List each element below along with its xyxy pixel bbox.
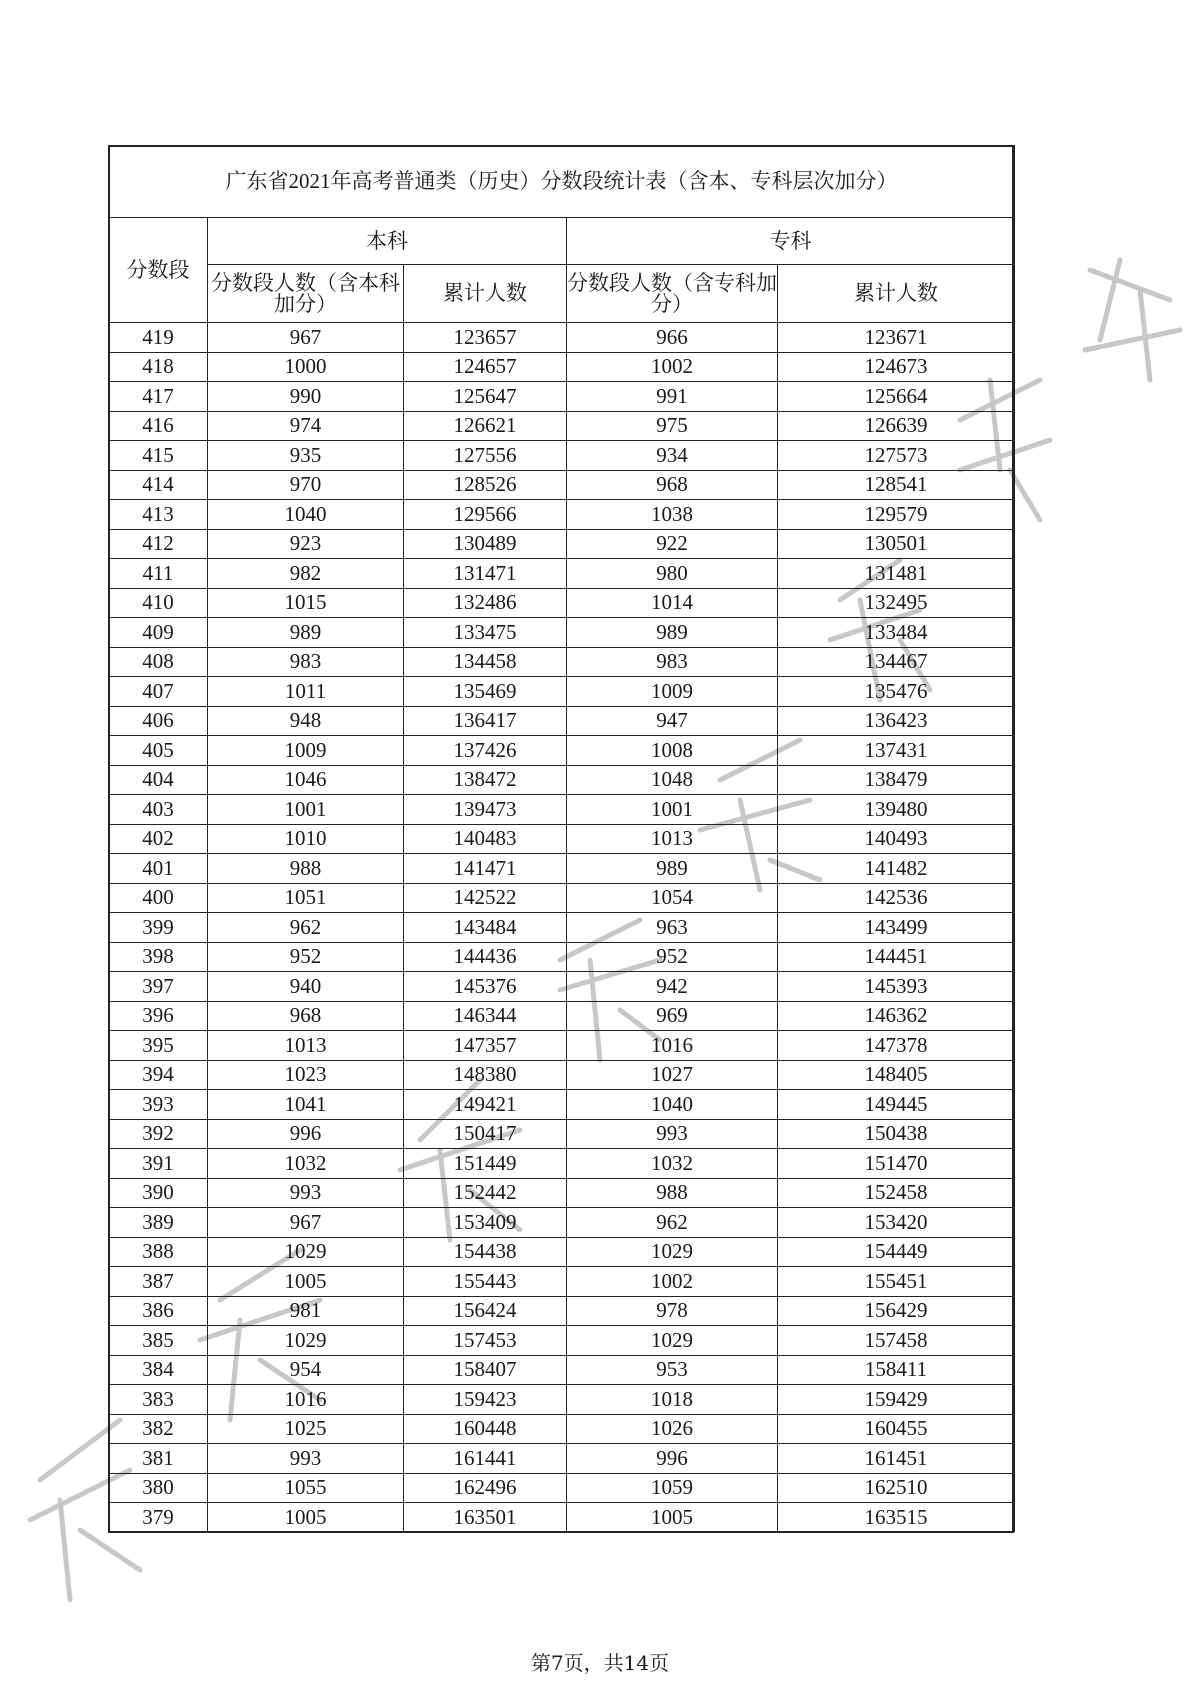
table-row [109, 1267, 1015, 1297]
table-row [109, 1090, 1015, 1120]
college-cumulative-cell: 163515 [778, 1503, 1015, 1532]
undergrad-cumulative-cell: 156424 [404, 1296, 567, 1326]
table-row [109, 1119, 1015, 1149]
undergrad-cumulative-cell: 129566 [404, 500, 567, 530]
college-count-cell: 963 [567, 913, 778, 943]
score-cell: 387 [109, 1267, 208, 1297]
table-row [109, 1031, 1015, 1061]
undergrad-cumulative-cell: 157453 [404, 1326, 567, 1356]
undergrad-cumulative-cell: 143484 [404, 913, 567, 943]
college-count-cell: 975 [567, 411, 778, 441]
college-count-cell: 1029 [567, 1237, 778, 1267]
undergrad-count-cell: 1000 [208, 352, 404, 382]
table-row [109, 352, 1015, 382]
table-row [109, 1503, 1015, 1532]
undergrad-count-cell: 1040 [208, 500, 404, 530]
college-cumulative-cell: 148405 [778, 1060, 1015, 1090]
table-row [109, 323, 1015, 353]
college-cumulative-cell: 124673 [778, 352, 1015, 382]
header-college-cumulative: 累计人数 [778, 265, 1015, 323]
score-cell: 413 [109, 500, 208, 530]
college-count-cell: 922 [567, 529, 778, 559]
undergrad-count-cell: 1005 [208, 1267, 404, 1297]
college-cumulative-cell: 137431 [778, 736, 1015, 766]
score-cell: 411 [109, 559, 208, 589]
score-cell: 400 [109, 883, 208, 913]
undergrad-count-cell: 967 [208, 1208, 404, 1238]
undergrad-cumulative-cell: 140483 [404, 824, 567, 854]
undergrad-cumulative-cell: 123657 [404, 323, 567, 353]
undergrad-cumulative-cell: 146344 [404, 1001, 567, 1031]
undergrad-cumulative-cell: 133475 [404, 618, 567, 648]
score-cell: 385 [109, 1326, 208, 1356]
college-count-cell: 978 [567, 1296, 778, 1326]
score-cell: 391 [109, 1149, 208, 1179]
score-cell: 393 [109, 1090, 208, 1120]
college-count-cell: 1001 [567, 795, 778, 825]
score-cell: 384 [109, 1355, 208, 1385]
score-cell: 395 [109, 1031, 208, 1061]
score-cell: 403 [109, 795, 208, 825]
college-count-cell: 1026 [567, 1414, 778, 1444]
college-count-cell: 966 [567, 323, 778, 353]
college-cumulative-cell: 131481 [778, 559, 1015, 589]
undergrad-count-cell: 1013 [208, 1031, 404, 1061]
college-cumulative-cell: 133484 [778, 618, 1015, 648]
score-cell: 412 [109, 529, 208, 559]
table-row [109, 942, 1015, 972]
score-cell: 402 [109, 824, 208, 854]
score-cell: 417 [109, 382, 208, 412]
table-row [109, 913, 1015, 943]
table-row [109, 1355, 1015, 1385]
undergrad-cumulative-cell: 131471 [404, 559, 567, 589]
undergrad-cumulative-cell: 132486 [404, 588, 567, 618]
college-cumulative-cell: 146362 [778, 1001, 1015, 1031]
undergrad-count-cell: 1016 [208, 1385, 404, 1415]
undergrad-cumulative-cell: 138472 [404, 765, 567, 795]
undergrad-count-cell: 962 [208, 913, 404, 943]
undergrad-cumulative-cell: 162496 [404, 1473, 567, 1503]
college-cumulative-cell: 138479 [778, 765, 1015, 795]
score-cell: 414 [109, 470, 208, 500]
table-title: 广东省2021年高考普通类（历史）分数段统计表（含本、专科层次加分） [109, 146, 1015, 218]
college-cumulative-cell: 156429 [778, 1296, 1015, 1326]
college-cumulative-cell: 160455 [778, 1414, 1015, 1444]
undergrad-cumulative-cell: 128526 [404, 470, 567, 500]
college-count-cell: 989 [567, 854, 778, 884]
college-count-cell: 991 [567, 382, 778, 412]
undergrad-cumulative-cell: 130489 [404, 529, 567, 559]
table-row [109, 500, 1015, 530]
college-cumulative-cell: 162510 [778, 1473, 1015, 1503]
undergrad-cumulative-cell: 153409 [404, 1208, 567, 1238]
score-cell: 405 [109, 736, 208, 766]
undergrad-count-cell: 1011 [208, 677, 404, 707]
college-cumulative-cell: 132495 [778, 588, 1015, 618]
undergrad-cumulative-cell: 127556 [404, 441, 567, 471]
college-cumulative-cell: 144451 [778, 942, 1015, 972]
table-row [109, 1178, 1015, 1208]
college-count-cell: 952 [567, 942, 778, 972]
score-cell: 401 [109, 854, 208, 884]
undergrad-count-cell: 954 [208, 1355, 404, 1385]
undergrad-count-cell: 989 [208, 618, 404, 648]
college-cumulative-cell: 139480 [778, 795, 1015, 825]
score-cell: 397 [109, 972, 208, 1002]
score-cell: 416 [109, 411, 208, 441]
undergrad-cumulative-cell: 149421 [404, 1090, 567, 1120]
score-cell: 419 [109, 323, 208, 353]
college-count-cell: 983 [567, 647, 778, 677]
undergrad-count-cell: 1051 [208, 883, 404, 913]
undergrad-count-cell: 993 [208, 1444, 404, 1474]
undergrad-cumulative-cell: 139473 [404, 795, 567, 825]
college-count-cell: 1027 [567, 1060, 778, 1090]
score-cell: 379 [109, 1503, 208, 1532]
table-row [109, 618, 1015, 648]
college-count-cell: 1048 [567, 765, 778, 795]
college-cumulative-cell: 141482 [778, 854, 1015, 884]
college-cumulative-cell: 134467 [778, 647, 1015, 677]
score-cell: 407 [109, 677, 208, 707]
college-count-cell: 968 [567, 470, 778, 500]
college-count-cell: 1002 [567, 352, 778, 382]
table-row [109, 1208, 1015, 1238]
college-cumulative-cell: 129579 [778, 500, 1015, 530]
page-footer: 第7页，共14页 [530, 1651, 670, 1675]
undergrad-cumulative-cell: 163501 [404, 1503, 567, 1532]
college-count-cell: 988 [567, 1178, 778, 1208]
college-cumulative-cell: 128541 [778, 470, 1015, 500]
table-row [109, 1444, 1015, 1474]
table-row [109, 382, 1015, 412]
score-cell: 392 [109, 1119, 208, 1149]
score-cell: 386 [109, 1296, 208, 1326]
college-count-cell: 953 [567, 1355, 778, 1385]
undergrad-count-cell: 1001 [208, 795, 404, 825]
undergrad-count-cell: 993 [208, 1178, 404, 1208]
table-row [109, 706, 1015, 736]
table-row [109, 795, 1015, 825]
undergrad-count-cell: 940 [208, 972, 404, 1002]
score-cell: 398 [109, 942, 208, 972]
undergrad-count-cell: 990 [208, 382, 404, 412]
college-cumulative-cell: 161451 [778, 1444, 1015, 1474]
undergrad-cumulative-cell: 147357 [404, 1031, 567, 1061]
table-row [109, 972, 1015, 1002]
undergrad-count-cell: 1029 [208, 1237, 404, 1267]
college-count-cell: 947 [567, 706, 778, 736]
college-cumulative-cell: 136423 [778, 706, 1015, 736]
undergrad-count-cell: 1029 [208, 1326, 404, 1356]
undergrad-count-cell: 967 [208, 323, 404, 353]
college-count-cell: 1008 [567, 736, 778, 766]
score-cell: 383 [109, 1385, 208, 1415]
undergrad-cumulative-cell: 134458 [404, 647, 567, 677]
college-count-cell: 1038 [567, 500, 778, 530]
undergrad-count-cell: 1005 [208, 1503, 404, 1532]
college-count-cell: 969 [567, 1001, 778, 1031]
college-count-cell: 1005 [567, 1503, 778, 1532]
table-row [109, 854, 1015, 884]
college-count-cell: 1013 [567, 824, 778, 854]
college-cumulative-cell: 142536 [778, 883, 1015, 913]
college-cumulative-cell: 159429 [778, 1385, 1015, 1415]
undergrad-cumulative-cell: 144436 [404, 942, 567, 972]
table-row [109, 411, 1015, 441]
college-cumulative-cell: 127573 [778, 441, 1015, 471]
score-cell: 418 [109, 352, 208, 382]
college-cumulative-cell: 140493 [778, 824, 1015, 854]
table-row [109, 559, 1015, 589]
undergrad-count-cell: 948 [208, 706, 404, 736]
college-cumulative-cell: 126639 [778, 411, 1015, 441]
college-cumulative-cell: 145393 [778, 972, 1015, 1002]
college-cumulative-cell: 147378 [778, 1031, 1015, 1061]
college-count-cell: 934 [567, 441, 778, 471]
college-count-cell: 1014 [567, 588, 778, 618]
undergrad-cumulative-cell: 158407 [404, 1355, 567, 1385]
undergrad-count-cell: 1046 [208, 765, 404, 795]
table-row [109, 736, 1015, 766]
table-row [109, 1060, 1015, 1090]
undergrad-cumulative-cell: 155443 [404, 1267, 567, 1297]
score-cell: 394 [109, 1060, 208, 1090]
undergrad-count-cell: 1009 [208, 736, 404, 766]
undergrad-cumulative-cell: 136417 [404, 706, 567, 736]
undergrad-count-cell: 1055 [208, 1473, 404, 1503]
undergrad-cumulative-cell: 125647 [404, 382, 567, 412]
college-count-cell: 1029 [567, 1326, 778, 1356]
undergrad-count-cell: 1023 [208, 1060, 404, 1090]
college-count-cell: 980 [567, 559, 778, 589]
undergrad-count-cell: 1015 [208, 588, 404, 618]
undergrad-cumulative-cell: 137426 [404, 736, 567, 766]
score-cell: 406 [109, 706, 208, 736]
score-cell: 399 [109, 913, 208, 943]
table-row [109, 677, 1015, 707]
score-cell: 415 [109, 441, 208, 471]
score-cell: 404 [109, 765, 208, 795]
college-cumulative-cell: 157458 [778, 1326, 1015, 1356]
undergrad-cumulative-cell: 151449 [404, 1149, 567, 1179]
undergrad-count-cell: 982 [208, 559, 404, 589]
score-cell: 390 [109, 1178, 208, 1208]
score-cell: 408 [109, 647, 208, 677]
table-body [109, 323, 1015, 1532]
table-row [109, 1473, 1015, 1503]
college-cumulative-cell: 135476 [778, 677, 1015, 707]
college-cumulative-cell: 153420 [778, 1208, 1015, 1238]
score-cell: 389 [109, 1208, 208, 1238]
header-college: 专科 [567, 218, 1015, 265]
college-cumulative-cell: 154449 [778, 1237, 1015, 1267]
undergrad-count-cell: 981 [208, 1296, 404, 1326]
table-row [109, 647, 1015, 677]
score-distribution-table [108, 145, 1015, 1532]
table-row [109, 529, 1015, 559]
college-count-cell: 1040 [567, 1090, 778, 1120]
college-count-cell: 993 [567, 1119, 778, 1149]
header-college-count: 分数段人数（含专科加分） [567, 265, 778, 323]
score-cell: 396 [109, 1001, 208, 1031]
table-row [109, 470, 1015, 500]
college-count-cell: 1009 [567, 677, 778, 707]
undergrad-count-cell: 1032 [208, 1149, 404, 1179]
undergrad-count-cell: 1025 [208, 1414, 404, 1444]
college-cumulative-cell: 152458 [778, 1178, 1015, 1208]
table-row [109, 1296, 1015, 1326]
score-cell: 381 [109, 1444, 208, 1474]
table-row [109, 1237, 1015, 1267]
college-count-cell: 1018 [567, 1385, 778, 1415]
college-count-cell: 1002 [567, 1267, 778, 1297]
college-count-cell: 1032 [567, 1149, 778, 1179]
college-cumulative-cell: 123671 [778, 323, 1015, 353]
undergrad-cumulative-cell: 161441 [404, 1444, 567, 1474]
table-row [109, 824, 1015, 854]
table-row [109, 765, 1015, 795]
college-count-cell: 942 [567, 972, 778, 1002]
table-row [109, 1001, 1015, 1031]
college-cumulative-cell: 130501 [778, 529, 1015, 559]
undergrad-count-cell: 923 [208, 529, 404, 559]
score-cell: 388 [109, 1237, 208, 1267]
college-cumulative-cell: 149445 [778, 1090, 1015, 1120]
header-score-band: 分数段 [109, 218, 208, 323]
college-cumulative-cell: 155451 [778, 1267, 1015, 1297]
undergrad-cumulative-cell: 160448 [404, 1414, 567, 1444]
table-row [109, 441, 1015, 471]
undergrad-count-cell: 952 [208, 942, 404, 972]
undergrad-cumulative-cell: 145376 [404, 972, 567, 1002]
college-cumulative-cell: 143499 [778, 913, 1015, 943]
undergrad-cumulative-cell: 141471 [404, 854, 567, 884]
college-count-cell: 996 [567, 1444, 778, 1474]
table-row [109, 883, 1015, 913]
college-count-cell: 1059 [567, 1473, 778, 1503]
header-undergrad-count: 分数段人数（含本科加分） [208, 265, 404, 323]
score-cell: 382 [109, 1414, 208, 1444]
table-row [109, 588, 1015, 618]
college-count-cell: 1054 [567, 883, 778, 913]
undergrad-cumulative-cell: 126621 [404, 411, 567, 441]
undergrad-count-cell: 996 [208, 1119, 404, 1149]
score-cell: 409 [109, 618, 208, 648]
undergrad-count-cell: 1041 [208, 1090, 404, 1120]
score-cell: 410 [109, 588, 208, 618]
table-row [109, 1326, 1015, 1356]
undergrad-count-cell: 1010 [208, 824, 404, 854]
undergrad-cumulative-cell: 148380 [404, 1060, 567, 1090]
college-count-cell: 989 [567, 618, 778, 648]
undergrad-cumulative-cell: 124657 [404, 352, 567, 382]
table-row [109, 1385, 1015, 1415]
college-cumulative-cell: 150438 [778, 1119, 1015, 1149]
undergrad-cumulative-cell: 142522 [404, 883, 567, 913]
table-row [109, 1414, 1015, 1444]
college-cumulative-cell: 125664 [778, 382, 1015, 412]
undergrad-cumulative-cell: 135469 [404, 677, 567, 707]
undergrad-count-cell: 970 [208, 470, 404, 500]
undergrad-count-cell: 935 [208, 441, 404, 471]
undergrad-cumulative-cell: 154438 [404, 1237, 567, 1267]
table-row [109, 1149, 1015, 1179]
undergrad-count-cell: 983 [208, 647, 404, 677]
undergrad-count-cell: 988 [208, 854, 404, 884]
undergrad-cumulative-cell: 159423 [404, 1385, 567, 1415]
undergrad-count-cell: 968 [208, 1001, 404, 1031]
college-cumulative-cell: 158411 [778, 1355, 1015, 1385]
college-cumulative-cell: 151470 [778, 1149, 1015, 1179]
college-count-cell: 1016 [567, 1031, 778, 1061]
undergrad-count-cell: 974 [208, 411, 404, 441]
undergrad-cumulative-cell: 150417 [404, 1119, 567, 1149]
score-cell: 380 [109, 1473, 208, 1503]
undergrad-cumulative-cell: 152442 [404, 1178, 567, 1208]
header-undergrad-cumulative: 累计人数 [404, 265, 567, 323]
header-undergrad: 本科 [208, 218, 567, 265]
college-count-cell: 962 [567, 1208, 778, 1238]
